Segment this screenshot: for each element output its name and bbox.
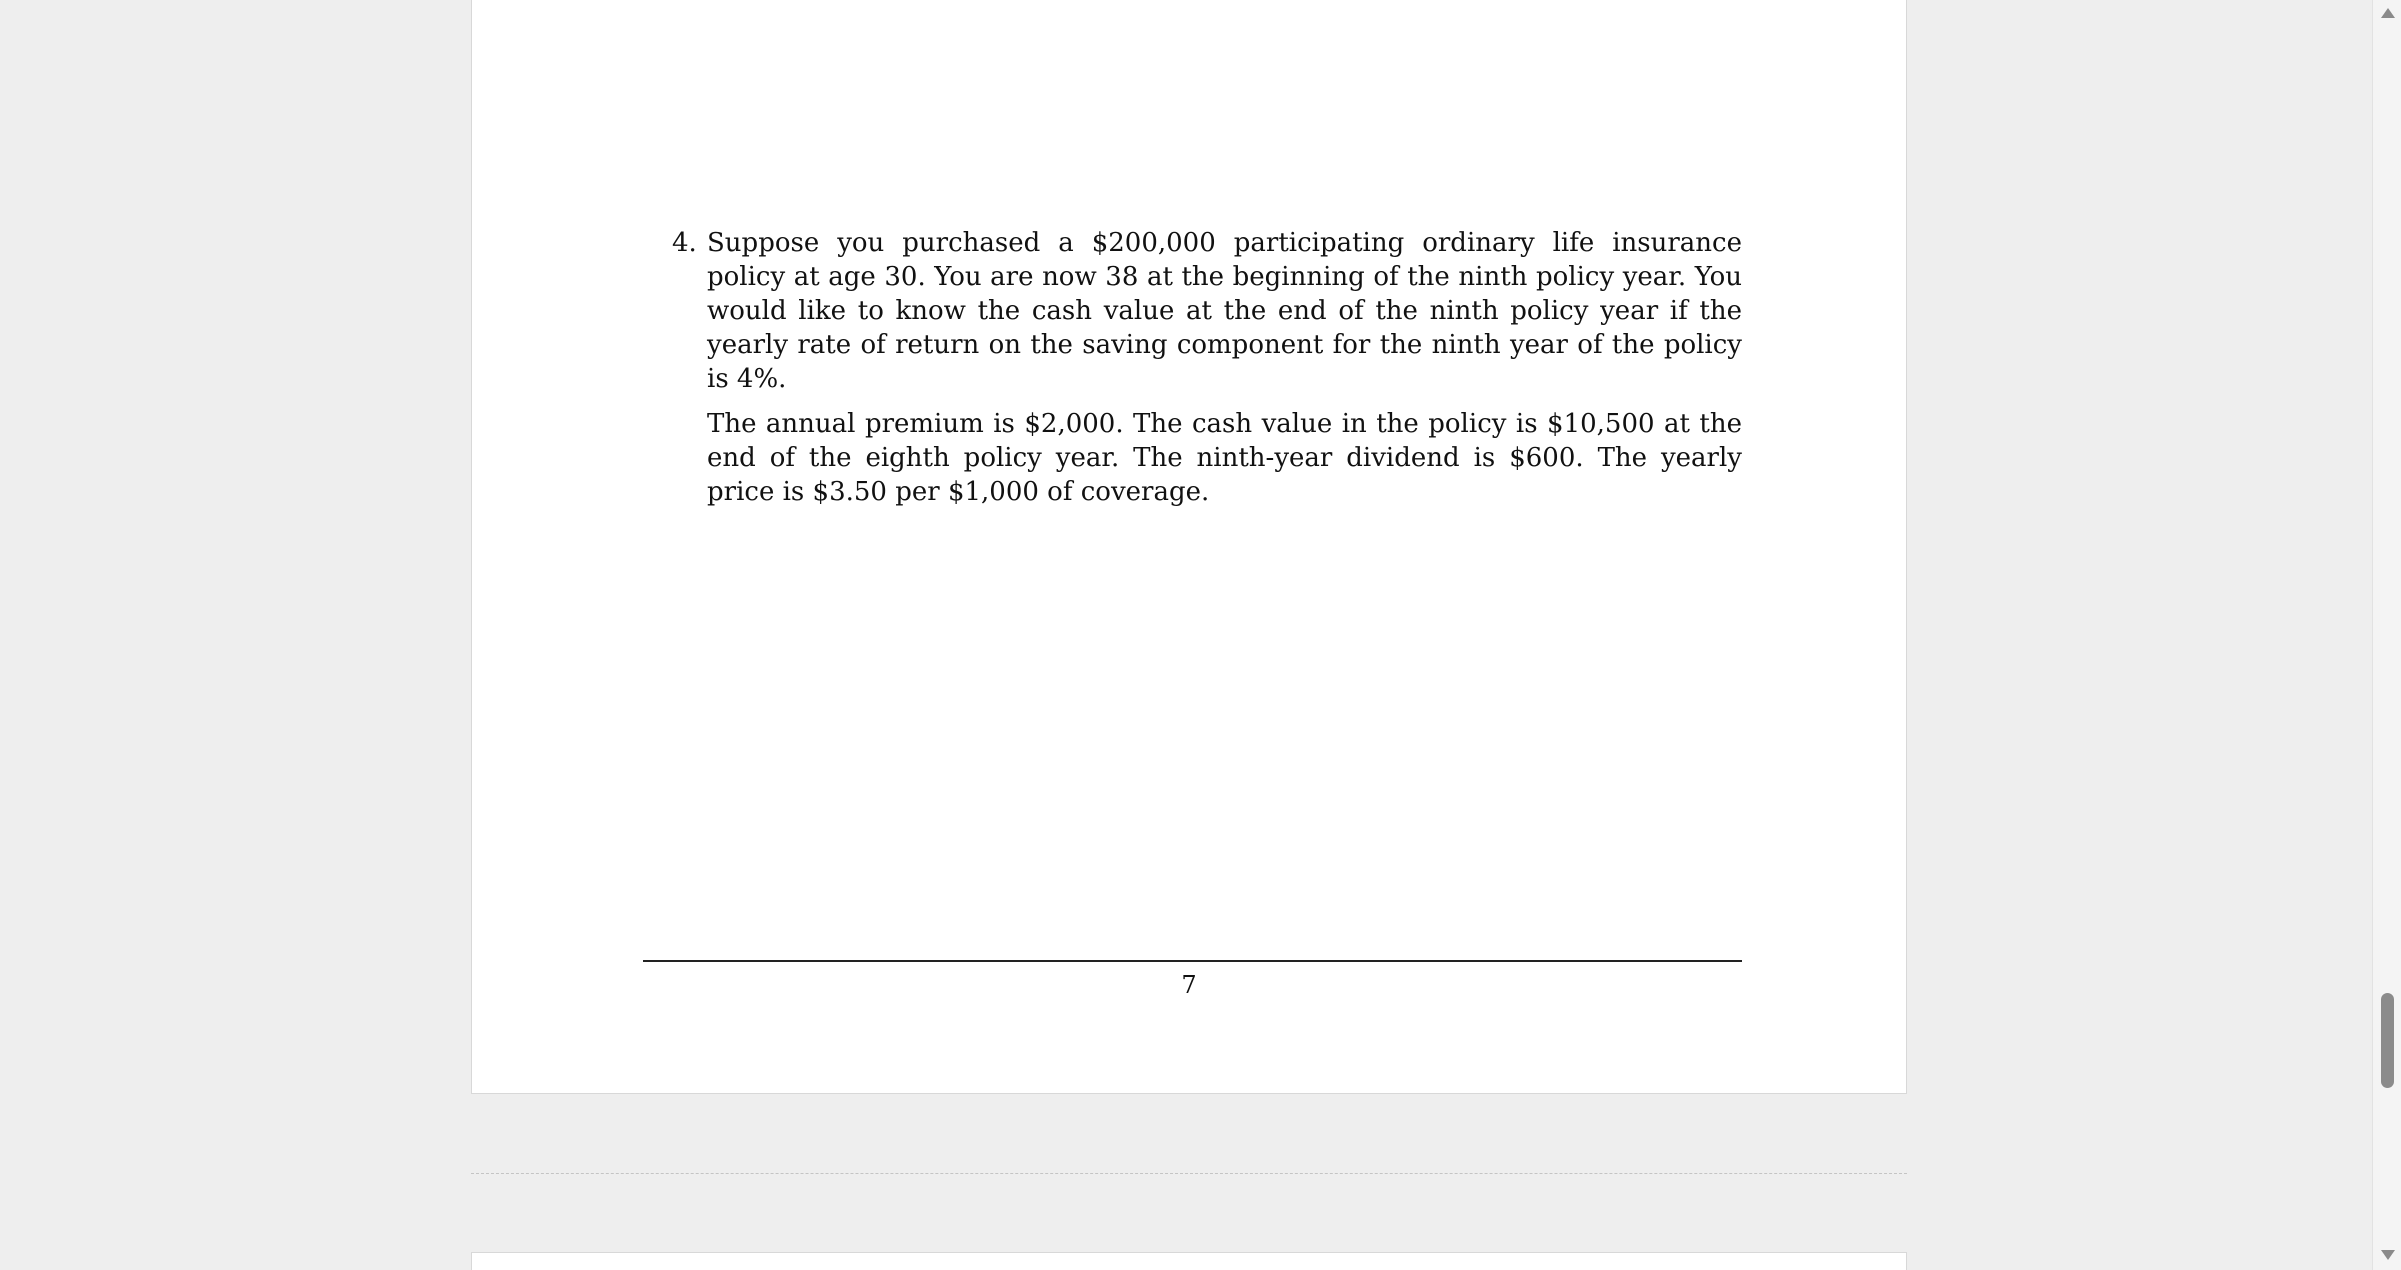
page-number: 7	[1181, 971, 1197, 999]
pdf-page	[471, 0, 1907, 1094]
triangle-up-icon[interactable]	[2381, 8, 2395, 18]
question-4	[672, 226, 1742, 509]
question-number: 4.	[672, 228, 697, 258]
question-paragraph: Suppose you purchased a $200,000 participating ordinary life insurance policy at age 30. You are now 38 at the beginning of the ninth policy year. You would like to know the cash value at the end of the ninth policy year if the yearly rate of return on the saving component for the ninth year of the policy is 4%.	[707, 228, 1742, 394]
footer-rule	[643, 960, 1742, 962]
pdf-page-next	[471, 1252, 1907, 1270]
question-paragraph: The annual premium is $2,000. The cash value in the policy is $10,500 at the end of the eighth policy year. The ninth-year dividend is $600. The yearly price is $3.50 per $1,000 of coverage.	[707, 409, 1742, 507]
triangle-down-icon[interactable]	[2381, 1250, 2395, 1260]
page-separator	[471, 1173, 1907, 1174]
vertical-scrollbar[interactable]	[2372, 0, 2401, 1270]
scrollbar-thumb[interactable]	[2381, 993, 2394, 1088]
